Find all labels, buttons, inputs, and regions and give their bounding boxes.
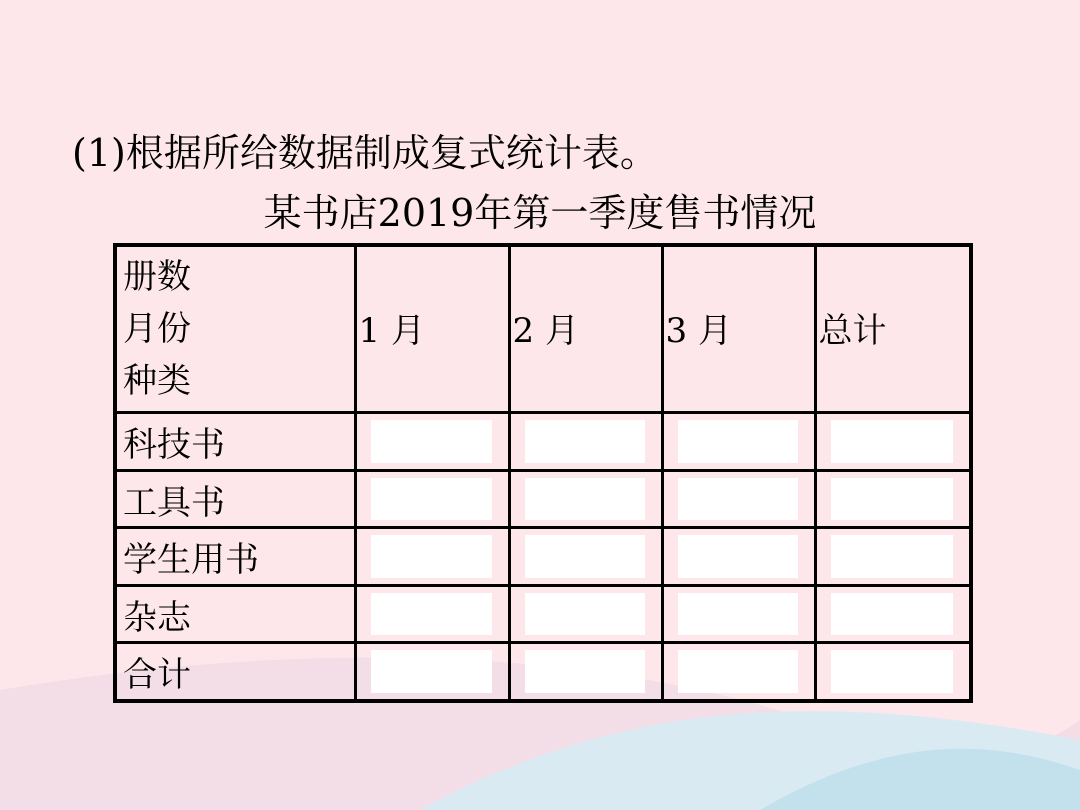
answer-cell[interactable] [355,643,509,701]
answer-cell[interactable] [662,528,815,586]
answer-cell[interactable] [662,585,815,643]
column-header-january: 1 月 [358,310,425,351]
answer-cell[interactable] [815,528,971,586]
answer-blank[interactable] [371,650,492,693]
row-label-student-books: 学生用书 [123,540,259,581]
answer-cell[interactable] [815,470,971,528]
row-header-cell [115,585,355,643]
answer-cell[interactable] [662,470,815,528]
column-header-february: 2 月 [512,310,579,351]
answer-blank[interactable] [525,593,645,636]
column-header-cell [662,245,815,413]
row-header-cell [115,528,355,586]
answer-cell[interactable] [355,413,509,471]
answer-cell[interactable] [509,413,662,471]
answer-blank[interactable] [371,420,492,463]
answer-blank[interactable] [678,420,798,463]
answer-blank[interactable] [525,478,645,521]
column-header-cell [815,245,971,413]
header-row [115,245,971,413]
answer-blank[interactable] [525,650,645,693]
table-row [115,470,971,528]
answer-cell[interactable] [509,470,662,528]
answer-cell[interactable] [815,585,971,643]
row-label-reference-books: 工具书 [123,482,225,523]
answer-blank[interactable] [678,535,798,578]
answer-blank[interactable] [831,650,954,693]
table-row [115,413,971,471]
table-row [115,528,971,586]
answer-cell[interactable] [815,413,971,471]
table-title: 某书店2019年第一季度售书情况 [263,191,817,235]
corner-label-category: 种类 [123,361,191,402]
corner-header-cell [115,245,355,413]
table-row [115,585,971,643]
row-header-cell [115,413,355,471]
row-label-total: 合计 [123,655,191,696]
row-header-cell [115,643,355,701]
answer-cell[interactable] [355,585,509,643]
corner-label-month: 月份 [123,309,191,350]
row-header-cell [115,470,355,528]
answer-cell[interactable] [355,528,509,586]
answer-blank[interactable] [525,420,645,463]
answer-blank[interactable] [525,535,645,578]
answer-blank[interactable] [831,593,954,636]
answer-blank[interactable] [371,593,492,636]
answer-cell[interactable] [509,643,662,701]
answer-cell[interactable] [662,413,815,471]
column-header-cell [509,245,662,413]
corner-label-quantity: 册数 [123,257,191,298]
answer-cell[interactable] [355,470,509,528]
column-header-march: 3 月 [665,310,732,351]
answer-blank[interactable] [678,650,798,693]
answer-blank[interactable] [371,535,492,578]
row-label-tech-books: 科技书 [123,425,225,466]
answer-blank[interactable] [678,478,798,521]
row-label-magazines: 杂志 [123,597,191,638]
instruction-text: (1)根据所给数据制成复式统计表。 [72,131,658,175]
answer-blank[interactable] [831,420,954,463]
answer-cell[interactable] [815,643,971,701]
answer-cell[interactable] [509,528,662,586]
column-header-cell [355,245,509,413]
answer-blank[interactable] [831,535,954,578]
answer-cell[interactable] [662,643,815,701]
column-header-total: 总计 [818,310,887,351]
table-row [115,643,971,701]
answer-blank[interactable] [371,478,492,521]
answer-blank[interactable] [678,593,798,636]
answer-blank[interactable] [831,478,954,521]
answer-cell[interactable] [509,585,662,643]
statistics-table [113,243,973,703]
